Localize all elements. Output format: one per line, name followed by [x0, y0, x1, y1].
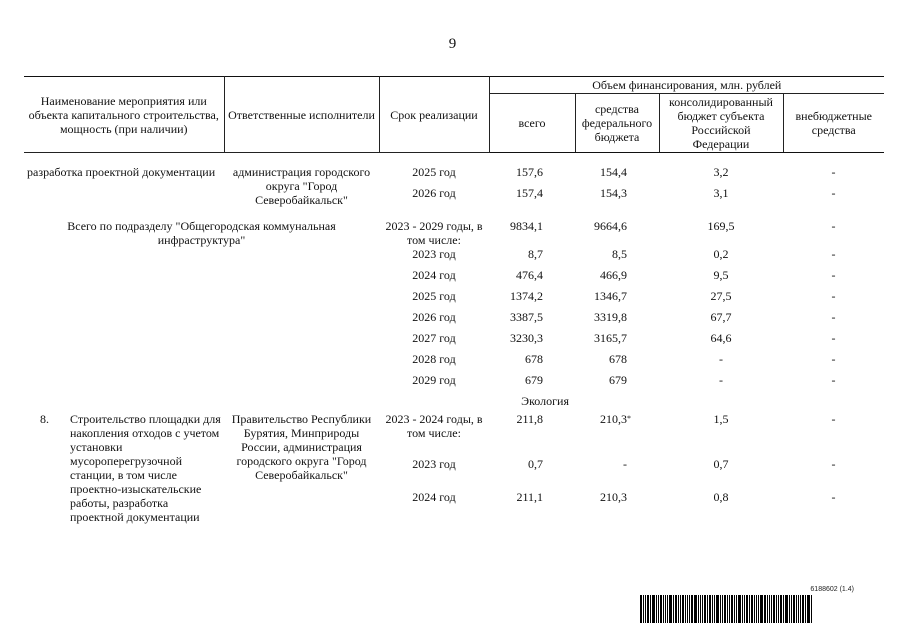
- header-period: Срок реализации: [379, 77, 489, 153]
- barcode-bars: [640, 595, 884, 623]
- total-cell: 0,7: [528, 456, 543, 471]
- federal-cell: 9664,6: [594, 219, 627, 233]
- header-extrabudget: внебюджетные средства: [783, 94, 884, 153]
- barcode-bar: [736, 595, 737, 623]
- page-number: 9: [448, 36, 457, 52]
- regional-cell: 169,5: [707, 219, 735, 233]
- barcode-bar: [754, 595, 755, 623]
- barcode-bar: [724, 595, 726, 623]
- total-cell: 678: [525, 352, 543, 366]
- table-row: [24, 219, 884, 247]
- barcode-bar: [756, 595, 757, 623]
- barcode-bar: [691, 595, 693, 623]
- footnote-mark: *: [627, 414, 631, 423]
- barcode-bar: [771, 595, 772, 623]
- barcode-id: 6188602 (1.4): [810, 586, 854, 593]
- financing-table: [24, 76, 884, 524]
- period-cell: 2026 год: [412, 186, 456, 200]
- measure-name: [24, 412, 224, 524]
- extra-cell: -: [831, 331, 836, 345]
- total-cell: 3230,3: [510, 331, 543, 345]
- period-cell: 2025 год: [412, 289, 456, 303]
- federal-cell: 466,9: [600, 268, 627, 282]
- barcode-bar: [731, 595, 733, 623]
- barcode-bar: [798, 595, 799, 623]
- regional-cell: 27,5: [710, 289, 732, 303]
- section-row: [24, 394, 884, 412]
- table-row: [24, 412, 884, 457]
- regional-cell: 67,7: [710, 310, 732, 324]
- barcode-bar: [678, 595, 679, 623]
- barcode-bar: [793, 595, 795, 623]
- total-cell: 8,7: [528, 247, 543, 261]
- barcode-bar: [783, 595, 784, 623]
- barcode-bar: [640, 595, 642, 623]
- header-name: Наименование мероприятия или объекта капитального строительства, мощность (при наличии): [24, 77, 224, 153]
- barcode-bar: [751, 595, 753, 623]
- period-cell: 2023 - 2029 годы, в том числе:: [385, 219, 483, 247]
- barcode-bar: [760, 595, 763, 623]
- barcode-bar: [789, 595, 790, 623]
- extra-cell: -: [831, 412, 836, 426]
- barcode-bar: [687, 595, 688, 623]
- barcode-bar: [800, 595, 801, 623]
- barcode-bar: [778, 595, 779, 623]
- barcode-bar: [716, 595, 719, 623]
- header-regional: консолидированный бюджет субъекта Российской Федерации: [659, 94, 783, 153]
- period-cell: 2024 год: [412, 268, 456, 282]
- total-cell: 211,8: [516, 412, 543, 426]
- total-cell: 3387,5: [510, 310, 543, 324]
- barcode-bar: [780, 595, 782, 623]
- regional-cell: 3,1: [713, 186, 729, 200]
- period-cell: 2023 год: [412, 456, 456, 471]
- extra-cell: -: [831, 456, 836, 471]
- barcode-bar: [660, 595, 662, 623]
- extra-cell: -: [831, 165, 836, 179]
- barcode-bar: [776, 595, 777, 623]
- federal-cell: 678: [609, 352, 627, 366]
- regional-cell: 3,2: [713, 165, 729, 179]
- total-cell: 1374,2: [510, 289, 543, 303]
- barcode-bar: [685, 595, 686, 623]
- barcode-bar: [769, 595, 770, 623]
- header-executors: Ответственные исполнители: [224, 77, 379, 153]
- federal-cell: 3165,7: [594, 331, 627, 345]
- federal-cell: 3319,8: [594, 310, 627, 324]
- header-total: всего: [489, 94, 575, 153]
- barcode-bar: [665, 595, 666, 623]
- barcode-bar: [675, 595, 677, 623]
- barcode-bar: [652, 595, 655, 623]
- total-cell: 157,6: [516, 165, 543, 179]
- period-cell: 2027 год: [412, 331, 456, 345]
- federal-cell: 1346,7: [594, 289, 627, 303]
- barcode-bar: [802, 595, 804, 623]
- section-title: Экология: [521, 394, 569, 408]
- barcode-bar: [796, 595, 797, 623]
- total-cell: 9834,1: [510, 219, 543, 233]
- header-federal: средства федерального бюджета: [575, 94, 659, 153]
- measure-name: разработка проектной документации: [27, 165, 216, 179]
- barcode-bar: [658, 595, 659, 623]
- federal-cell: 8,5: [612, 247, 627, 261]
- subtotal-label: Всего по подразделу "Общегородская коммунальная инфраструктура": [67, 219, 336, 247]
- extra-cell: -: [831, 219, 836, 233]
- period-cell: 2024 год: [412, 490, 456, 505]
- total-cell: 211,1: [516, 490, 543, 505]
- barcode-bar: [742, 595, 743, 623]
- barcode-bar: [704, 595, 706, 623]
- barcode-bar: [698, 595, 699, 623]
- executor-name: администрация городского округа "Город Северобайкальск": [232, 165, 371, 207]
- regional-cell: -: [719, 352, 723, 366]
- barcode-bar: [714, 595, 715, 623]
- barcode-bar: [673, 595, 674, 623]
- regional-cell: 0,8: [713, 490, 729, 505]
- barcode-bar: [707, 595, 708, 623]
- regional-cell: 64,6: [710, 331, 732, 345]
- federal-cell: 154,4: [600, 165, 627, 179]
- table-row: [24, 165, 884, 186]
- period-cell: 2029 год: [412, 373, 456, 387]
- barcode-bar: [722, 595, 723, 623]
- federal-cell: 210,3: [600, 490, 627, 505]
- barcode-bar: [650, 595, 651, 623]
- barcode-bar: [647, 595, 649, 623]
- barcode-bar: [729, 595, 730, 623]
- period-cell: 2026 год: [412, 310, 456, 324]
- extra-cell: -: [831, 289, 836, 303]
- barcode-bar: [663, 595, 664, 623]
- barcode-bar: [805, 595, 806, 623]
- barcode-bar: [702, 595, 703, 623]
- item-name: Строительство площадки для накопления отходов с учетом установки мусороперегрузочной станции, в том числе проектно-изыскательские работы, разработка проектной документации: [70, 412, 221, 524]
- federal-cell: -: [623, 456, 627, 471]
- total-cell: 679: [525, 373, 543, 387]
- barcode-bar: [758, 595, 759, 623]
- federal-cell: [575, 412, 659, 457]
- executor-name: Правительство Республики Бурятия, Минприроды России, администрация городского округа "Город Северобайкальск": [231, 412, 372, 482]
- regional-cell: 0,7: [713, 456, 729, 471]
- barcode-bar: [680, 595, 681, 623]
- barcode: [640, 586, 884, 623]
- extra-cell: -: [831, 247, 836, 261]
- barcode-bar: [785, 595, 788, 623]
- period-cell: 2028 год: [412, 352, 456, 366]
- barcode-bar: [744, 595, 745, 623]
- regional-cell: 1,5: [713, 412, 729, 426]
- barcode-bar: [689, 595, 690, 623]
- barcode-bar: [720, 595, 721, 623]
- barcode-bar: [773, 595, 775, 623]
- period-cell: 2025 год: [412, 165, 456, 179]
- barcode-bar: [746, 595, 748, 623]
- barcode-bar: [669, 595, 672, 623]
- extra-cell: -: [831, 373, 836, 387]
- header-financing: Объем финансирования, млн. рублей: [489, 77, 884, 94]
- barcode-bar: [738, 595, 741, 623]
- regional-cell: 0,2: [713, 247, 729, 261]
- barcode-bar: [727, 595, 728, 623]
- barcode-bar: [811, 595, 812, 623]
- federal-value: 210,3: [600, 412, 627, 426]
- item-number: 8.: [40, 412, 49, 426]
- barcode-bar: [749, 595, 750, 623]
- barcode-bar: [767, 595, 768, 623]
- barcode-bar: [807, 595, 810, 623]
- extra-cell: -: [831, 310, 836, 324]
- barcode-bar: [764, 595, 766, 623]
- barcode-bar: [645, 595, 646, 623]
- barcode-bar: [734, 595, 735, 623]
- period-cell: 2023 год: [412, 247, 456, 261]
- period-cell: 2023 - 2024 годы, в том числе:: [385, 412, 483, 440]
- total-cell: 157,4: [516, 186, 543, 200]
- total-cell: 476,4: [516, 268, 543, 282]
- regional-cell: 9,5: [713, 268, 729, 282]
- federal-cell: 154,3: [600, 186, 627, 200]
- extra-cell: -: [831, 352, 836, 366]
- barcode-bar: [682, 595, 684, 623]
- barcode-bar: [712, 595, 713, 623]
- barcode-bar: [700, 595, 701, 623]
- extra-cell: -: [831, 186, 836, 200]
- federal-cell: 679: [609, 373, 627, 387]
- extra-cell: -: [831, 268, 836, 282]
- extra-cell: -: [831, 490, 836, 505]
- barcode-bar: [694, 595, 697, 623]
- barcode-bar: [709, 595, 711, 623]
- barcode-bar: [667, 595, 668, 623]
- barcode-bar: [656, 595, 657, 623]
- barcode-bar: [791, 595, 792, 623]
- regional-cell: -: [719, 373, 723, 387]
- barcode-bar: [643, 595, 644, 623]
